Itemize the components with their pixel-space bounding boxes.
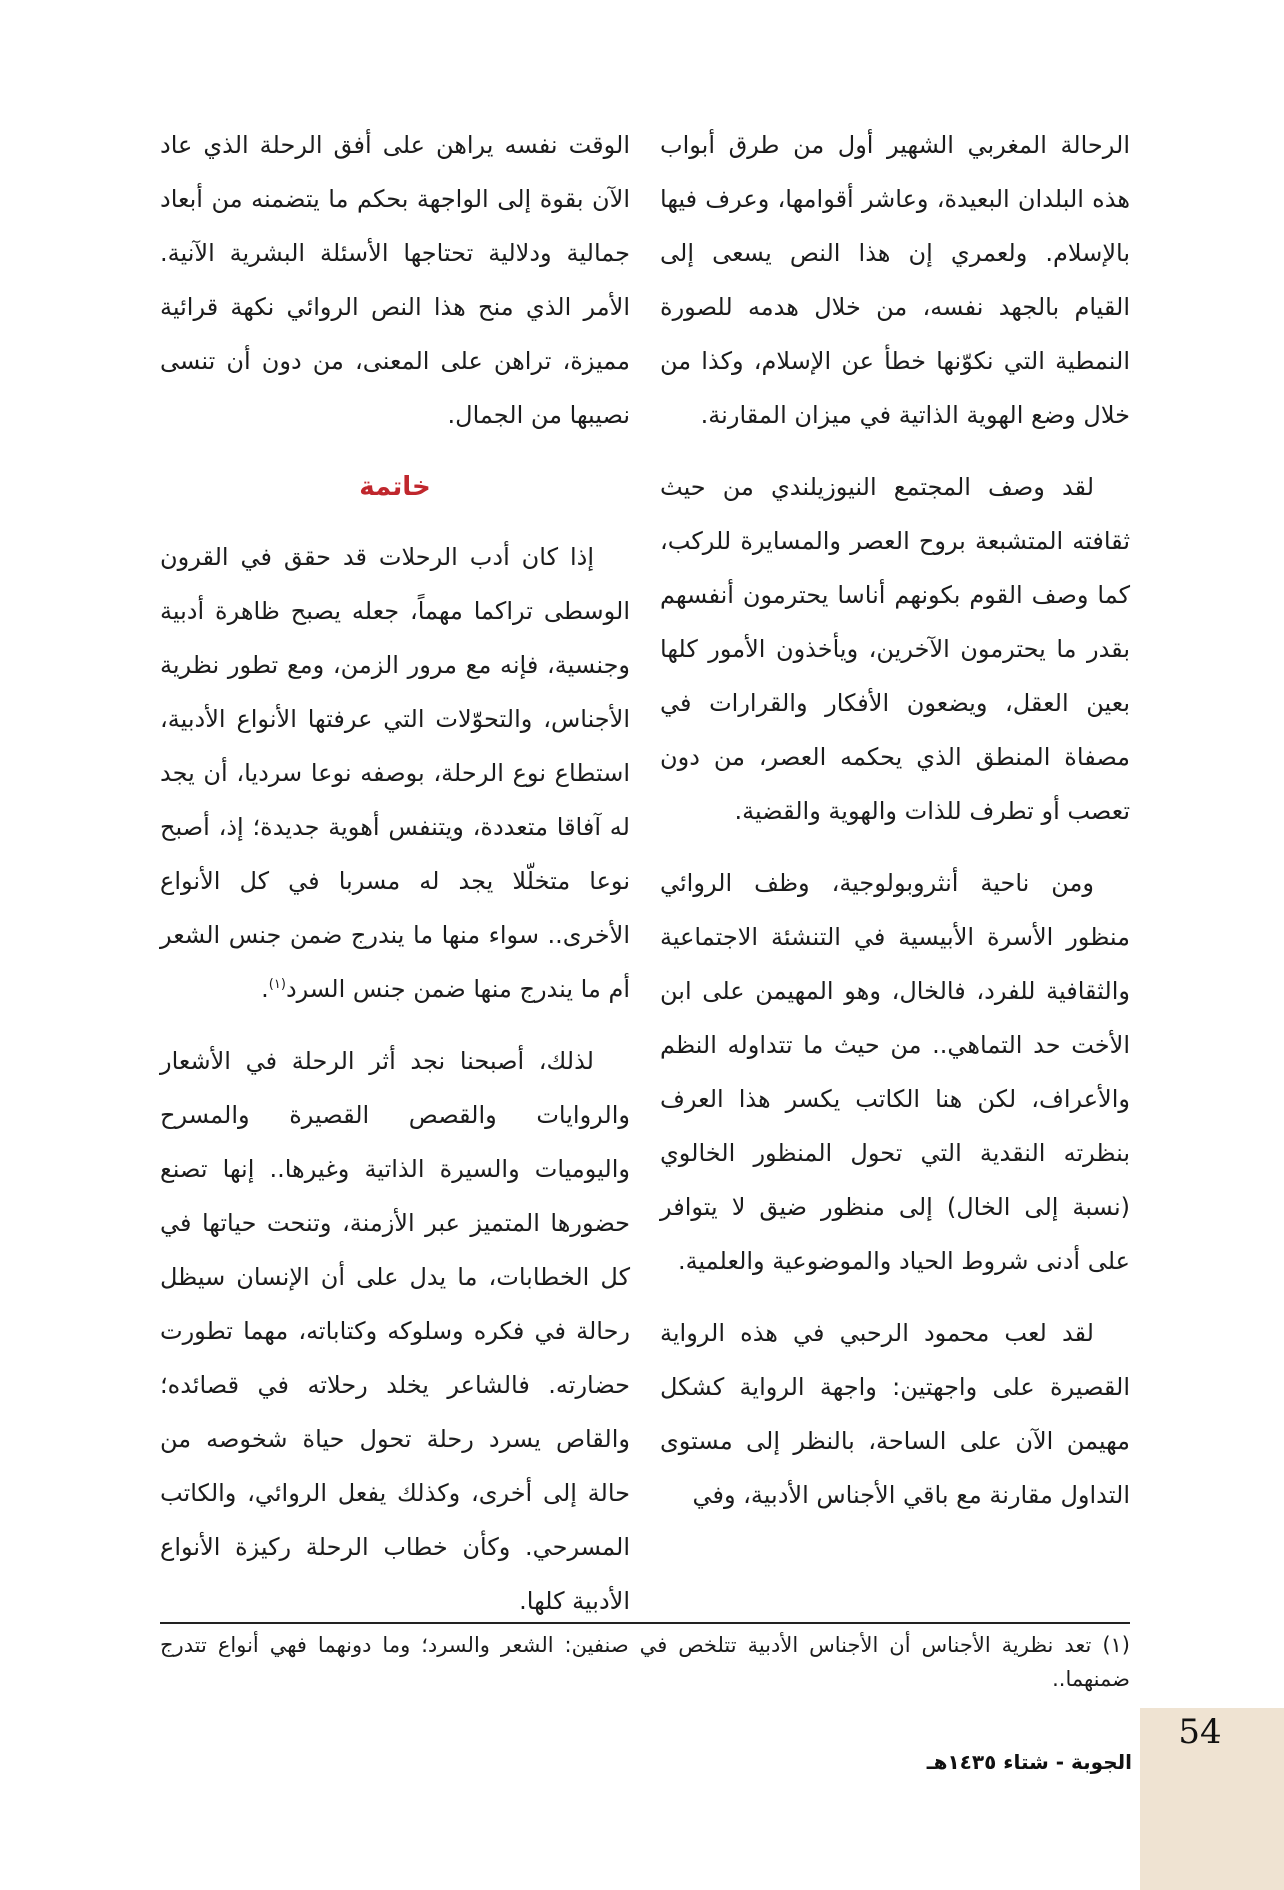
running-footer: الجوبة - شتاء ١٤٣٥هـ [926, 1750, 1132, 1774]
paragraph: لقد لعب محمود الرحبي في هذه الرواية القصيرة على واجهتين: واجهة الرواية كشكل مهيمن الآن على الساحة، بالنظر إلى مستوى التداول مقارنة مع باقي الأجناس الأدبية، وفي [660, 1319, 1130, 1509]
footnote: (١) تعد نظرية الأجناس أن الأجناس الأدبية تتلخص في صنفين: الشعر والسرد؛ وما دونهما فهي أنواع تتدرج ضمنهما.. [160, 1633, 1130, 1691]
paragraph: لذلك، أصبحنا نجد أثر الرحلة في الأشعار والروايات والقصص القصيرة والمسرح واليوميات والسيرة الذاتية وغيرها.. إنها تصنع حضورها المتميز عبر الأزمنة، وتنحت حياتها في كل الخطابات، ما يدل على أن الإنسان سيظل رحالة في فكره وسلوكه وكتاباته، مهما تطورت حضارته. فالشاعر يخلد رحلاته في قصائده؛ والقاص يسرد رحلة تحول حياة شخوصه من حالة إلى أخرى، وكذلك يفعل الروائي، والكاتب المسرحي. وكأن خطاب الرحلة ركيزة الأنواع الأدبية كلها. [160, 1047, 630, 1615]
paragraph: الرحالة المغربي الشهير أول من طرق أبواب هذه البلدان البعيدة، وعاشر أقوامها، وعرف فيها بالإسلام. ولعمري إن هذا النص يسعى إلى القيام بالجهد نفسه، من خلال هدمه للصورة النمطية التي نكوّنها خطأ عن الإسلام، وكذا من خلال وضع الهوية الذاتية في ميزان المقارنة. [660, 131, 1130, 429]
paragraph: لقد وصف المجتمع النيوزيلندي من حيث ثقافته المتشبعة بروح العصر والمسايرة للركب، كما وصف القوم بكونهم أناسا يحترمون أنفسهم بقدر ما يحترمون الآخرين، ويأخذون الأمور كلها بعين العقل، ويضعون الأفكار والقرارات في مصفاة المنطق الذي يحكمه العصر، من دون تعصب أو تطرف للذات والهوية والقضية. [660, 473, 1130, 825]
page-number: 54 [1178, 1712, 1222, 1752]
footnote-divider [160, 1622, 1130, 1624]
left-text-column [160, 118, 630, 1646]
footnote-reference[interactable]: (١) [268, 977, 286, 992]
right-text-column [660, 118, 1130, 1540]
paragraph [160, 530, 630, 1016]
paragraph: ومن ناحية أنثروبولوجية، وظف الروائي منظور الأسرة الأبيسية في التنشئة الاجتماعية والثقافية للفرد، فالخال، وهو المهيمن على ابن الأخت حد التماهي.. من حيث ما تتداوله النظم والأعراف، لكن هنا الكاتب يكسر هذا العرف بنظرته النقدية التي تحول المنظور الخالوي (نسبة إلى الخال) إلى منظور ضيق لا يتوافر على أدنى شروط الحياد والموضوعية والعلمية. [660, 869, 1130, 1275]
section-heading: خاتمة [359, 472, 431, 502]
paragraph-text: إذا كان أدب الرحلات قد حقق في القرون الوسطى تراكما مهماً، جعله يصبح ظاهرة أدبية وجنسية، فإنه مع مرور الزمن، ومع تطور نظرية الأجناس، والتحوّلات التي عرفتها الأنواع الأدبية، استطاع نوع الرحلة، بوصفه نوعا سرديا، أن يجد له آفاقا متعددة، ويتنفس أهوية جديدة؛ إذ، أصبح نوعا متخلّلا يجد له مسربا في كل الأنواع الأخرى.. سواء منها ما يندرج ضمن جنس الشعر أم ما يندرج منها ضمن جنس السرد [160, 543, 630, 1003]
paragraph-end: . [261, 975, 269, 1003]
paragraph: الوقت نفسه يراهن على أفق الرحلة الذي عاد الآن بقوة إلى الواجهة بحكم ما يتضمنه من أبعاد جمالية ودلالية تحتاجها الأسئلة البشرية الآنية. الأمر الذي منح هذا النص الروائي نكهة قرائية مميزة، تراهن على المعنى، من دون أن تنسى نصيبها من الجمال. [160, 131, 630, 429]
